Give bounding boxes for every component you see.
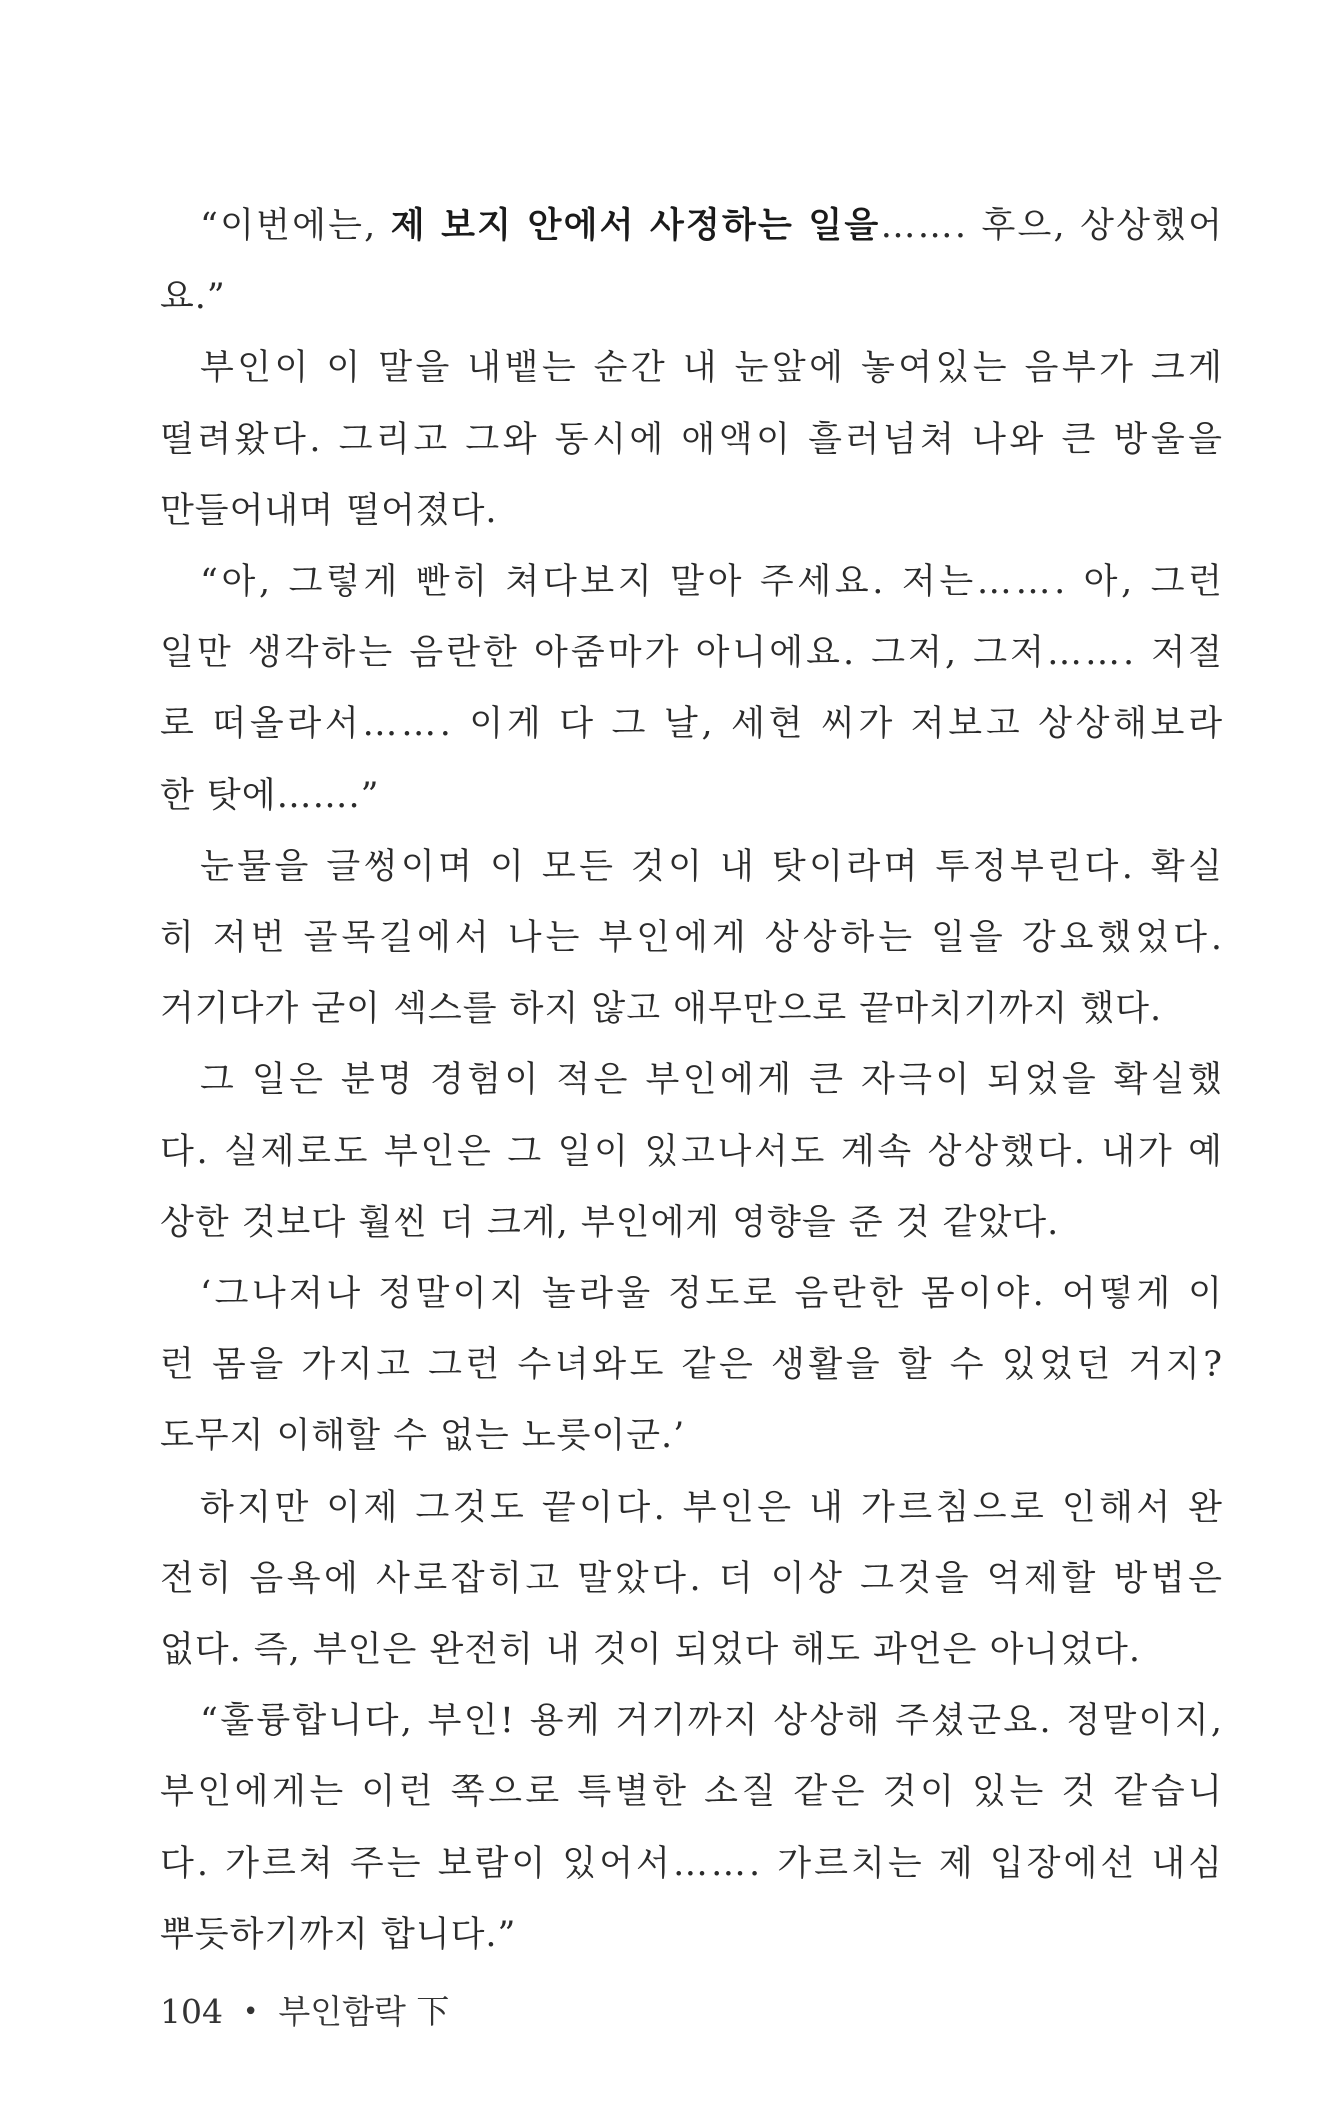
text-segment: 다. 실제로도 부인은 그 일이 있고나서도 계속 상상했다. 내가 예 bbox=[160, 1131, 1225, 1172]
text-line bbox=[160, 547, 1226, 618]
text-segment: 일만 생각하는 음란한 아줌마가 아니에요. 그저, 그저……. 저절 bbox=[160, 633, 1226, 674]
text-segment: ……. 후으, 상상했어 bbox=[880, 206, 1225, 246]
text-line bbox=[160, 1544, 1226, 1615]
text-segment: 상한 것보다 훨씬 더 크게, 부인에게 영향을 준 것 같았다. bbox=[160, 1202, 1060, 1243]
paragraph bbox=[160, 1473, 1226, 1687]
text-line bbox=[160, 1330, 1226, 1401]
text-line bbox=[160, 1757, 1226, 1828]
paragraph bbox=[160, 547, 1226, 832]
text-line bbox=[160, 1188, 1222, 1259]
text-segment: 떨려왔다. 그리고 그와 동시에 애액이 흘러넘쳐 나와 큰 방울을 bbox=[160, 419, 1226, 460]
text-line bbox=[160, 1900, 1222, 1971]
paragraph bbox=[160, 832, 1226, 1046]
text-segment: 한 탓에…….” bbox=[160, 775, 380, 816]
page-number: 104 bbox=[160, 1992, 223, 2031]
text-line bbox=[160, 903, 1226, 974]
text-segment: 그 일은 분명 경험이 적은 부인에게 큰 자극이 되었을 확실했 bbox=[200, 1060, 1226, 1101]
book-title: 부인함락 下 bbox=[278, 1992, 450, 2031]
text-segment: ‘그나저나 정말이지 놀라울 정도로 음란한 몸이야. 어떻게 이 bbox=[200, 1274, 1226, 1315]
footer-separator: • bbox=[243, 1997, 259, 2027]
text-segment: “아, 그렇게 빤히 쳐다보지 말아 주세요. 저는……. 아, 그런 bbox=[200, 562, 1226, 603]
text-line bbox=[160, 1615, 1222, 1686]
text-segment: 런 몸을 가지고 그런 수녀와도 같은 생활을 할 수 있었던 거지? bbox=[160, 1345, 1226, 1386]
emphasized-text: 제 보지 안에서 사정하는 일을 bbox=[390, 205, 881, 246]
text-segment: 눈물을 글썽이며 이 모든 것이 내 탓이라며 투정부린다. 확실 bbox=[200, 846, 1226, 887]
text-line bbox=[160, 1259, 1226, 1330]
paragraph bbox=[160, 333, 1226, 547]
text-segment: 도무지 이해할 수 없는 노릇이군.’ bbox=[160, 1416, 686, 1457]
page-footer bbox=[160, 1990, 449, 2034]
text-line bbox=[160, 333, 1226, 404]
text-line bbox=[160, 1045, 1226, 1116]
text-line bbox=[160, 618, 1226, 689]
text-line bbox=[160, 476, 1222, 547]
text-segment: 하지만 이제 그것도 끝이다. 부인은 내 가르침으로 인해서 완 bbox=[200, 1487, 1226, 1528]
text-line bbox=[160, 1117, 1225, 1188]
text-segment: 만들어내며 떨어졌다. bbox=[160, 490, 498, 531]
body-text bbox=[160, 190, 1226, 1971]
text-segment: 요.” bbox=[160, 277, 226, 318]
text-segment: 히 저번 골목길에서 나는 부인에게 상상하는 일을 강요했었다. bbox=[160, 918, 1226, 959]
text-segment: 로 떠올라서……. 이게 다 그 날, 세현 씨가 저보고 상상해보라 bbox=[160, 704, 1226, 745]
text-segment: 부인에게는 이런 쪽으로 특별한 소질 같은 것이 있는 것 같습니 bbox=[160, 1772, 1226, 1813]
text-segment: 부인이 이 말을 내뱉는 순간 내 눈앞에 놓여있는 음부가 크게 bbox=[200, 348, 1226, 389]
paragraph bbox=[160, 1259, 1226, 1473]
paragraph bbox=[160, 1686, 1226, 1971]
text-segment: 전히 음욕에 사로잡히고 말았다. 더 이상 그것을 억제할 방법은 bbox=[160, 1558, 1226, 1599]
text-line bbox=[160, 689, 1226, 760]
text-segment: 없다. 즉, 부인은 완전히 내 것이 되었다 해도 과언은 아니었다. bbox=[160, 1630, 1141, 1671]
text-line bbox=[160, 974, 1222, 1045]
text-line bbox=[160, 190, 1225, 262]
paragraph bbox=[160, 190, 1225, 333]
text-segment: 뿌듯하기까지 합니다.” bbox=[160, 1914, 517, 1955]
paragraph bbox=[160, 1045, 1226, 1259]
text-segment: 다. 가르쳐 주는 보람이 있어서……. 가르치는 제 입장에선 내심 bbox=[160, 1843, 1226, 1884]
text-segment: 거기다가 굳이 섹스를 하지 않고 애무만으로 끝마치기까지 했다. bbox=[160, 989, 1163, 1030]
text-segment: “이번에는, bbox=[200, 206, 391, 246]
text-line bbox=[160, 262, 1222, 333]
text-segment: “훌륭합니다, 부인! 용케 거기까지 상상해 주셨군요. 정말이지, bbox=[200, 1701, 1225, 1742]
text-line bbox=[160, 832, 1226, 903]
text-line bbox=[160, 1686, 1225, 1757]
text-line bbox=[160, 1401, 1222, 1472]
text-line bbox=[160, 761, 1222, 832]
text-line bbox=[160, 405, 1226, 476]
text-line bbox=[160, 1473, 1226, 1544]
text-line bbox=[160, 1829, 1226, 1900]
